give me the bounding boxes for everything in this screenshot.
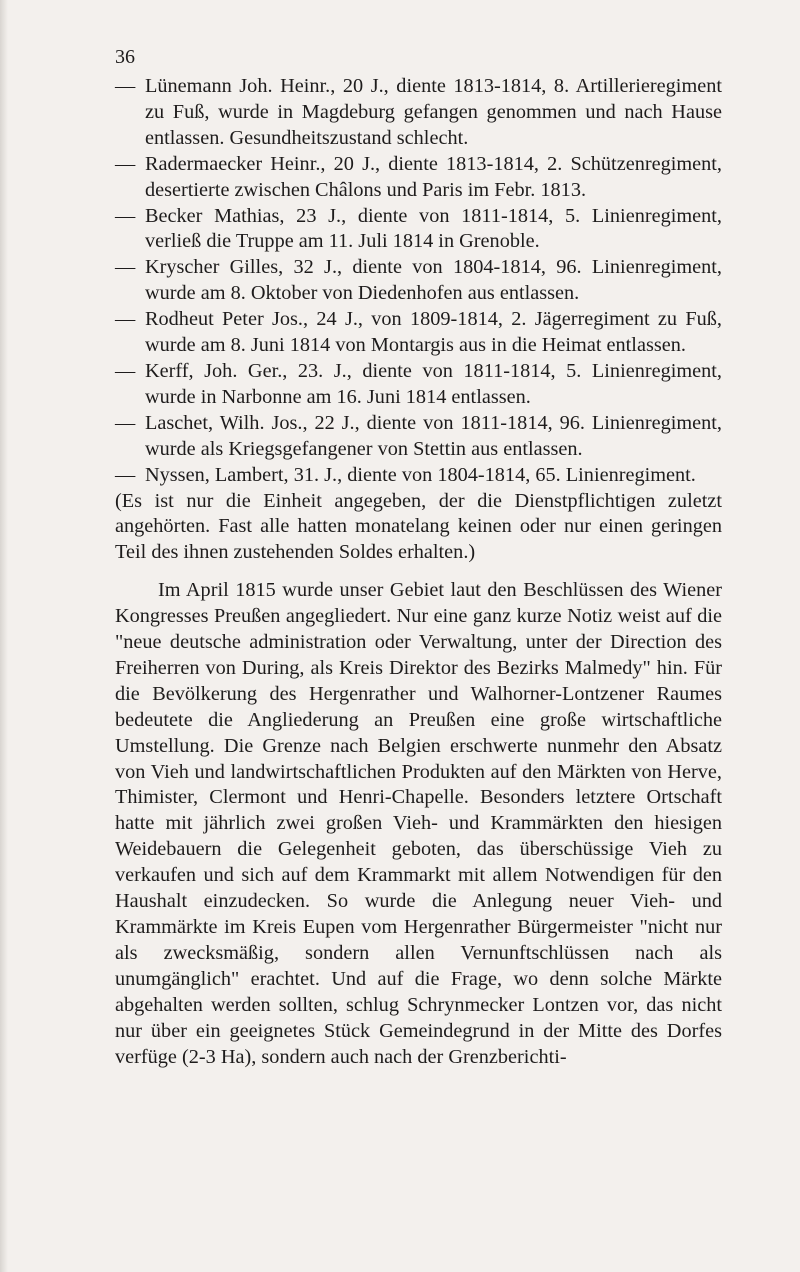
list-item-text: Kryscher Gilles, 32 J., diente von 1804-1814, 96. Linienregiment, wurde am 8. Oktober von Diedenhofen aus entlassen. bbox=[145, 256, 722, 305]
list-item bbox=[115, 204, 722, 256]
list-item-text: Laschet, Wilh. Jos., 22 J., diente von 1811-1814, 96. Linienregiment, wurde als Kriegsgefangener von Stettin aus entlassen. bbox=[145, 411, 722, 460]
list-item-text: Rodheut Peter Jos., 24 J., von 1809-1814, 2. Jägerregiment zu Fuß, wurde am 8. Juni 1814 von Montargis aus in die Heimat entlassen. bbox=[145, 308, 722, 357]
page-number: 36 bbox=[115, 46, 135, 68]
list-dash: — bbox=[115, 463, 136, 486]
list-item bbox=[115, 152, 722, 204]
list-item bbox=[115, 463, 722, 489]
list-item bbox=[115, 411, 722, 463]
list-dash: — bbox=[115, 256, 136, 279]
list-item-text: Nyssen, Lambert, 31. J., diente von 1804-1814, 65. Linienregiment. bbox=[145, 463, 696, 486]
page-edge-shadow bbox=[0, 0, 8, 1272]
list-dash: — bbox=[115, 204, 136, 227]
list-dash: — bbox=[115, 75, 136, 97]
body-paragraph: Im April 1815 wurde unser Gebiet laut den Beschlüssen des Wiener Kongresses Preußen angegliedert. Nur eine ganz kurze Notiz weist auf die "neue deutsche administration oder Verwaltung, unter der Direction des Freiherren von During, als Kreis Direktor des Bezirks Malmedy" hin. Für die Bevölkerung des Hergenrather und Walhorner-Lontzener Raumes bedeutete die Angliederung an Preußen eine große wirtschaftliche Umstellung. Die Grenze nach Belgien erschwerte nunmehr den Absatz von Vieh und landwirtschaftlichen Produkten auf den Märkten von Herve, Thimister, Clermont und Henri-Chapelle. Besonders letztere Ortschaft hatte mit jährlich zwei großen Vieh- und Krammärkten den hiesigen Weidebauern die Gelegenheit geboten, das überschüssige Vieh zu verkaufen und sich auf dem Krammarkt mit allem Notwendigen für den Haushalt einzudecken. So wurde die Anlegung neuer Vieh- und Krammärkte im Kreis Eupen vom Hergenrather Bürgermeister "nicht nur als zwecksmäßig, sondern allen Vernunftschlüssen nach als unumgänglich" erachtet. Und auf die Frage, wo denn solche Märkte abgehalten werden sollten, schlug Schrynmecker Lontzen vor, das nicht nur über ein geeignetes Stück Gemeindegrund in der Mitte des Dorfes verfüge (2-3 Ha), sondern auch nach der Grenzberichti- bbox=[115, 579, 722, 1068]
list-item bbox=[115, 307, 722, 359]
list-dash: — bbox=[115, 411, 136, 434]
list-item bbox=[115, 255, 722, 307]
list-item-text: Lünemann Joh. Heinr., 20 J., diente 1813-1814, 8. Artillerieregiment zu Fuß, wurde in Magdeburg gefangen genommen und nach Hause entlassen. Gesundheitszustand schlecht. bbox=[145, 75, 722, 149]
list-item bbox=[115, 359, 722, 411]
list-dash: — bbox=[115, 359, 136, 382]
list-dash: — bbox=[115, 152, 136, 175]
list-dash: — bbox=[115, 308, 136, 331]
page-content bbox=[115, 74, 722, 1070]
list-item-text: Radermaecker Heinr., 20 J., diente 1813-1814, 2. Schützenregiment, desertierte zwischen Châlons und Paris im Febr. 1813. bbox=[145, 152, 722, 201]
list-item bbox=[115, 74, 722, 152]
list-item-text: Becker Mathias, 23 J., diente von 1811-1814, 5. Linienregiment, verließ die Truppe am 11. Juli 1814 in Grenoble. bbox=[145, 204, 722, 253]
footnote-paragraph: (Es ist nur die Einheit angegeben, der die Dienstpflichtigen zuletzt angehörten. Fast alle hatten monatelang keinen oder nur einen geringen Teil des ihnen zustehenden Soldes erhalten.) bbox=[115, 489, 722, 564]
list-item-text: Kerff, Joh. Ger., 23. J., diente von 1811-1814, 5. Linienregiment, wurde in Narbonne am 16. Juni 1814 entlassen. bbox=[145, 359, 722, 408]
